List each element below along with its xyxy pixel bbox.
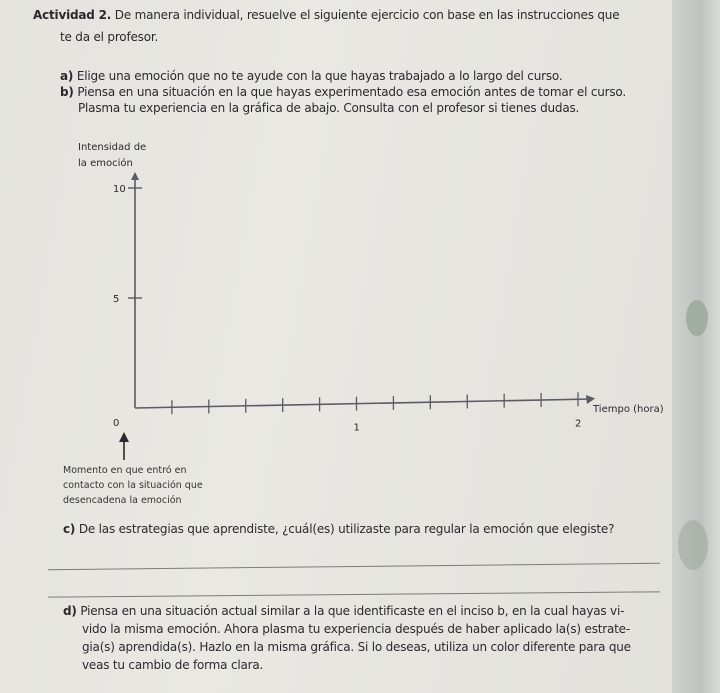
start-arrow-head xyxy=(119,432,129,442)
answer-line-2[interactable] xyxy=(48,591,660,597)
x-axis-arrowhead xyxy=(586,395,595,404)
item-d-text-1: Piensa en una situación actual similar a la que identificaste en el inciso b, en la cual hayas vi- xyxy=(80,604,625,618)
start-note-line-1: Momento en que entró en xyxy=(63,465,187,476)
y-tick-label: 10 xyxy=(113,184,126,195)
emotion-graph[interactable] xyxy=(0,130,672,515)
activity-header xyxy=(33,8,619,22)
item-c-letter: c) xyxy=(63,522,76,536)
item-d xyxy=(63,604,624,618)
start-note-line-3: desencadena la emoción xyxy=(63,495,182,506)
item-a-text: Elige una emoción que no te ayude con la que hayas trabajado a lo largo del curso. xyxy=(76,69,563,83)
item-c-text: De las estrategias que aprendiste, ¿cuál(es) utilizaste para regular la emoción que elegiste? xyxy=(78,522,615,536)
axes-group xyxy=(113,172,595,460)
start-note-line-2: contacto con la situación que xyxy=(63,480,203,491)
item-d-text-4: veas tu cambio de forma clara. xyxy=(82,658,264,672)
x-axis-label: Tiempo (hora) xyxy=(593,404,664,415)
activity-instruction-1: De manera individual, resuelve el siguiente ejercicio con base en las instrucciones que xyxy=(114,8,620,22)
x-axis xyxy=(135,399,592,408)
y-axis-label-2: la emoción xyxy=(78,158,133,169)
y-tick-label: 5 xyxy=(113,294,120,305)
item-c xyxy=(63,522,614,536)
activity-title: Actividad 2. xyxy=(33,8,112,22)
item-d-text-2: vido la misma emoción. Ahora plasma tu experiencia después de haber aplicado la(s) estrate- xyxy=(82,622,630,636)
item-a-letter: a) xyxy=(60,69,74,83)
item-b-text-1: Piensa en una situación en la que hayas experimentado esa emoción antes de tomar el curso. xyxy=(77,85,626,99)
background-edge xyxy=(672,0,720,693)
leaf-decoration xyxy=(678,520,708,570)
activity-instruction-2: te da el profesor. xyxy=(60,30,159,44)
item-a xyxy=(60,69,562,83)
leaf-decoration xyxy=(686,300,708,336)
item-b-letter: b) xyxy=(60,85,74,99)
x-tick-label: 2 xyxy=(575,418,582,430)
x-tick-label: 1 xyxy=(353,422,360,434)
answer-line-1[interactable] xyxy=(48,563,660,570)
y-tick-label: 0 xyxy=(113,418,120,429)
item-b xyxy=(60,85,626,99)
y-axis-arrowhead xyxy=(131,172,139,180)
y-axis-label-1: Intensidad de xyxy=(78,142,147,153)
item-d-letter: d) xyxy=(63,604,77,618)
item-b-text-2: Plasma tu experiencia en la gráfica de abajo. Consulta con el profesor si tienes dudas. xyxy=(78,101,580,115)
item-d-text-3: gia(s) aprendida(s). Hazlo en la misma gráfica. Si lo deseas, utiliza un color diferente para que xyxy=(82,640,631,654)
